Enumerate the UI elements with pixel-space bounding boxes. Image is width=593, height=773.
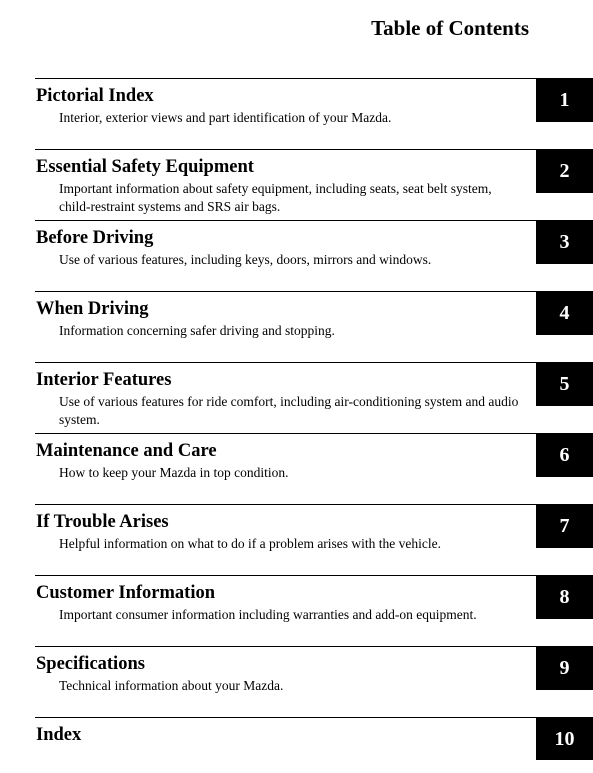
chapter-tab-2[interactable]: 2 [536,150,593,193]
toc-entry-when-driving [35,291,593,362]
toc-entry-essential-safety-equipment [35,149,593,220]
toc-heading[interactable]: Specifications [36,654,145,674]
toc-entry-maintenance-and-care [35,433,593,504]
toc-heading[interactable]: Interior Features [36,370,172,390]
chapter-tab-7[interactable]: 7 [536,505,593,548]
toc-heading[interactable]: Before Driving [36,228,154,248]
toc-description: Technical information about your Mazda. [59,678,284,693]
toc-description: Important consumer information including warranties and add-on equipment. [59,607,477,622]
chapter-tab-8[interactable]: 8 [536,576,593,619]
toc-heading[interactable]: Maintenance and Care [36,441,217,461]
toc-description: Helpful information on what to do if a problem arises with the vehicle. [59,536,442,551]
toc-entry-customer-information [35,575,593,646]
toc-heading[interactable]: Customer Information [36,583,215,603]
toc-description: How to keep your Mazda in top condition. [59,465,289,480]
toc-heading[interactable]: Essential Safety Equipment [36,157,254,177]
toc-description: Use of various features for ride comfort, including air-conditioning system and audio system. [59,394,519,427]
toc-entry-index [35,717,593,773]
chapter-tab-10[interactable]: 10 [536,718,593,760]
toc-description: Use of various features, including keys, doors, mirrors and windows. [59,252,432,267]
toc-entry-interior-features [35,362,593,433]
toc-heading[interactable]: Pictorial Index [36,86,154,106]
toc-description: Important information about safety equipment, including seats, seat belt system, child-restraint systems and SRS air bags. [59,181,492,214]
chapter-tab-1[interactable]: 1 [536,79,593,122]
chapter-tab-6[interactable]: 6 [536,434,593,477]
toc-description: Interior, exterior views and part identification of your Mazda. [59,110,392,125]
chapter-tab-4[interactable]: 4 [536,292,593,335]
toc-description: Information concerning safer driving and stopping. [59,323,335,338]
toc-heading[interactable]: If Trouble Arises [36,512,169,532]
toc-entry-before-driving [35,220,593,291]
page-title: Table of Contents [371,16,529,40]
chapter-tab-5[interactable]: 5 [536,363,593,406]
chapter-tab-9[interactable]: 9 [536,647,593,690]
toc-entry-if-trouble-arises [35,504,593,575]
toc-heading[interactable]: When Driving [36,299,149,319]
toc-list [35,78,593,773]
toc-entry-specifications [35,646,593,717]
toc-heading[interactable]: Index [36,725,82,745]
toc-entry-pictorial-index [35,78,593,149]
chapter-tab-3[interactable]: 3 [536,221,593,264]
